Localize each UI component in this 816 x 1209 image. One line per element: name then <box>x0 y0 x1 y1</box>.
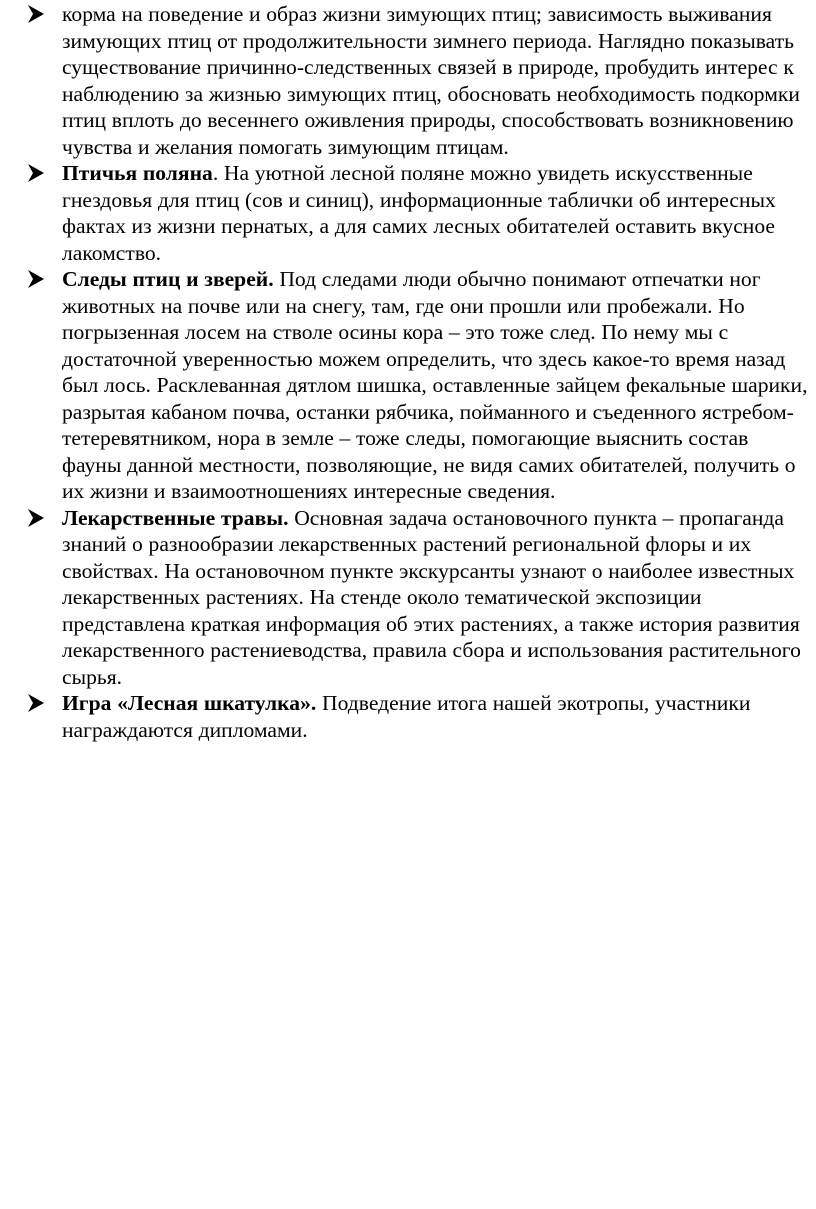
arrowhead-bullet-icon <box>26 163 46 183</box>
list-item <box>0 505 810 691</box>
item-text: . На уютной лесной поляне можно увидеть искусственные гнездовья для птиц (сов и синиц), информационные таблички об интересных фактах из жизни пернатых, а для самих лесных обитателей оставить вкусное лакомство. <box>62 161 776 265</box>
item-text: корма на поведение и образ жизни зимующих птиц; зависимость выживания зимующих птиц от продолжительности зимнего периода. Наглядно показывать существование причинно-следственных связей в природе, пробудить интерес к наблюдению за жизнью зимующих птиц, обосновать необходимость подкормки птиц вплоть до весеннего оживления природы, способствовать возникновению чувства и желания помогать зимующим птицам. <box>62 2 800 159</box>
list-item <box>0 160 810 266</box>
arrowhead-bullet-icon <box>26 4 46 24</box>
arrowhead-bullet-icon <box>26 693 46 713</box>
list-item <box>0 690 810 743</box>
item-text: Под следами люди обычно понимают отпечатки ног животных на почве или на снегу, там, где они прошли или пробежали. Но погрызенная лосем на стволе осины кора – это тоже след. По нему мы с достаточной уверенностью можем определить, что здесь какое-то время назад был лось. Расклеванная дятлом шишка, оставленные зайцем фекальные шарики, разрытая кабаном почва, останки рябчика, пойманного и съеденного ястребом-тетеревятником, нора в земле – тоже следы, помогающие выяснить состав фауны данной местности, позволяющие, не видя самих обитателей, получить о их жизни и взаимоотношениях интересные сведения. <box>62 267 808 503</box>
bullet-list <box>0 1 810 743</box>
item-title: Игра «Лесная шкатулка». <box>62 691 317 715</box>
item-title: Птичья поляна <box>62 161 213 185</box>
arrowhead-bullet-icon <box>26 508 46 528</box>
list-item <box>0 266 810 505</box>
item-title: Следы птиц и зверей. <box>62 267 274 291</box>
item-text: Подведение итога нашей экотропы, участники награждаются дипломами. <box>62 691 751 742</box>
item-title: Лекарственные травы. <box>62 505 289 530</box>
list-item <box>0 1 810 160</box>
arrowhead-bullet-icon <box>26 269 46 289</box>
item-text: Основная задача остановочного пункта – пропаганда знаний о разнообразии лекарственных растений региональной флоры и их свойствах. На остановочном пункте экскурсанты узнают о наиболее известных лекарственных растениях. На стенде около тематической экспозиции представлена краткая информация об этих растениях, а также история развития лекарственного растениеводства, правила сбора и использования растительного сырья. <box>62 505 801 689</box>
